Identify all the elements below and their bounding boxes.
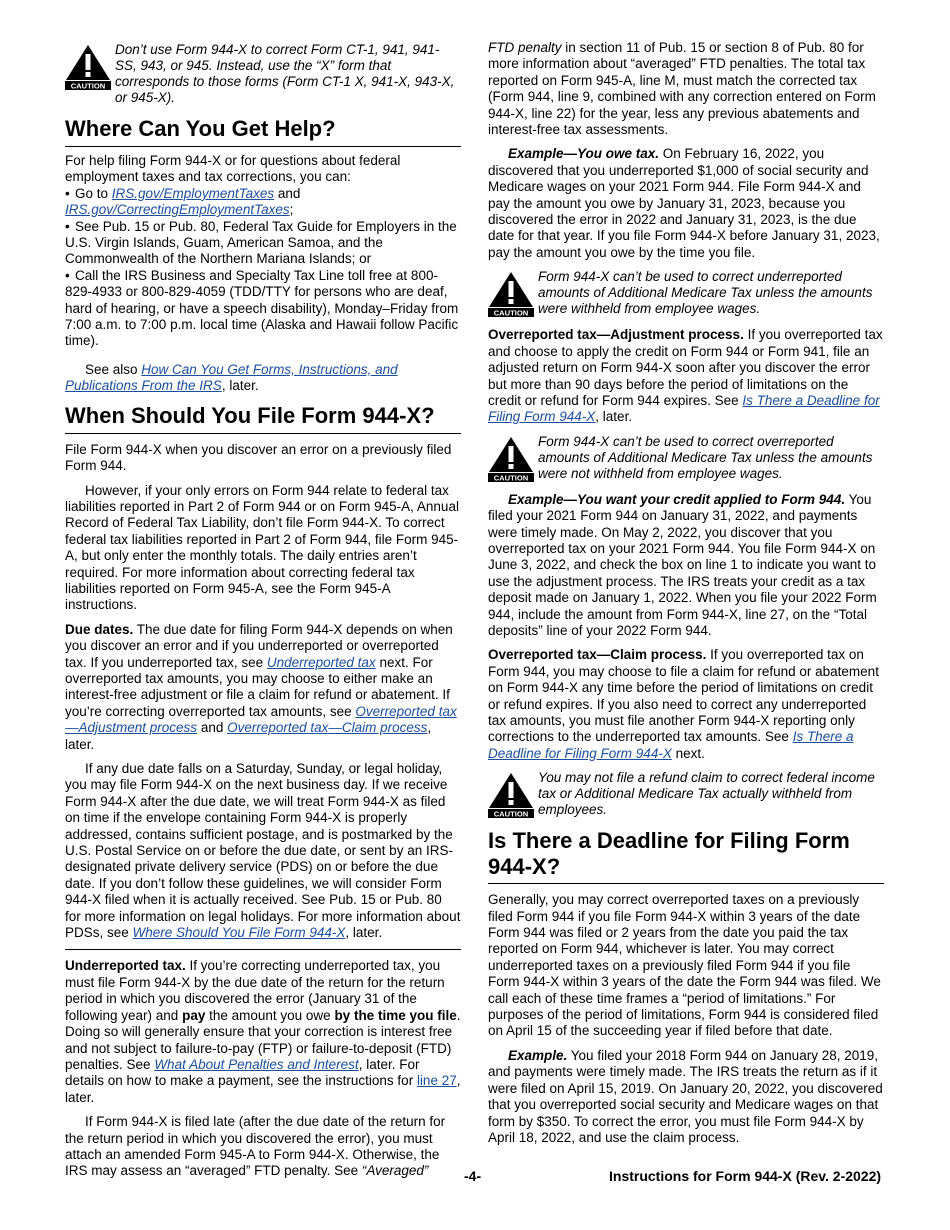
bullet-item: • See Pub. 15 or Pub. 80, Federal Tax Guide for Employers in the U.S. Virgin Islands, Guam, American Samoa, and the Commonwealth of the Northern Mariana Islands; or — [65, 218, 457, 267]
paragraph: Generally, you may correct overreported taxes on a previously filed Form 944 if you file Form 944-X within 3 years of the date Form 944 was filed or 2 years from the date you paid the tax reported on Form 944, whichever is later. You may correct underreported taxes on a previously filed Form 944 if you file Form 944-X within 3 years of the date the Form 944 was filed. We call each of these time frames a “period of limitations.” For purposes of the period of limitations, Form 944 is considered filed on April 15 of the succeeding year if filed before that date. — [488, 892, 881, 1039]
paragraph: Example—You want your credit applied to Form 944. You filed your 2021 Form 944 on January 31, 2022, and payments were timely made. On May 2, 2022, you discover that you overreported tax on your 2021 Form 944. You file Form 944-X on June 3, 2022, and check the box on line 1 to indicate you want to use the adjustment process. The IRS treats your credit as a tax deposit made on January 1, 2022. When you file your 2022 Form 944, include the amount from Form 944-X, line 27, on the “Total deposits” line of your 2022 Form 944. — [488, 491, 877, 638]
caution-note — [488, 434, 884, 482]
link-where-to-file[interactable]: Where Should You File Form 944-X — [132, 925, 346, 941]
svg-text:CAUTION: CAUTION — [493, 809, 529, 819]
link-line-27[interactable]: line 27 — [416, 1073, 457, 1089]
paragraph: Example. You filed your 2018 Form 944 on January 28, 2019, and payments were timely made. The IRS treats the return as if it were filed on April 15, 2019. On January 20, 2022, you discovered that you overreported social security and Medicare wages on that form by $350. To correct the error, you must file Form 944-X by April 18, 2022, and use the claim process. — [488, 1047, 883, 1145]
paragraph: However, if your only errors on Form 944 relate to federal tax liabilities reported in Part 2 of Form 944 or on Form 945-A, Annual Record of Federal Tax Liability, don’t file Form 944-X. To correct federal tax liabilities reported in Part 2 of Form 944, file Form 945-A, but only enter the monthly totals. The daily entries aren’t required. For more information about correcting federal tax liabilities reported on Form 945-A, see the Form 945-A instructions. — [65, 482, 459, 613]
link-get-forms[interactable]: How Can You Get Forms, Instructions, and Publications From the IRS — [65, 361, 398, 394]
link-claim-process[interactable]: Overreported tax—Claim process — [227, 720, 428, 736]
caution-note — [488, 770, 884, 818]
link-underreported-tax[interactable]: Underreported tax — [266, 654, 376, 670]
section-heading-deadline: Is There a Deadline for Filing Form 944-X? — [488, 828, 884, 884]
page-number: -4- — [464, 1168, 482, 1184]
right-column — [488, 40, 884, 1154]
paragraph: For help filing Form 944-X or for questions about federal employment taxes and tax corrections, you can: • Go to IRS.gov/EmploymentTaxes and IRS.gov/CorrectingEmploymentTaxes; • See Pub. 15 or Pub. 80, Federal Tax Guide for Employers in the U.S. Virgin Islands, Guam, American Samoa, and the Commonwealth of the Northern Mariana Islands; or • Call the IRS Business and Specialty Tax Line toll free at 800-829-4933 or 800-829-4059 (TDD/TTY for persons who are deaf, hard of hearing, or have a speech disability), Monday–Friday from 7:00 a.m. to 7:00 p.m. local time (Alaska and Hawaii follow Pacific time). — [65, 153, 459, 349]
caution-text: You may not file a refund claim to correct federal income tax or Additional Medicare Tax actually withheld from employees. — [538, 770, 875, 818]
link-correcting-employment-taxes[interactable]: IRS.gov/CorrectingEmploymentTaxes — [65, 202, 290, 218]
svg-text:CAUTION: CAUTION — [493, 473, 529, 482]
paragraph: Underreported tax. If you’re correcting underreported tax, you must file Form 944-X by the due date of the return for the return period in which you discovered the error (January 31 of the following year) and pay the amount you owe by the time you file. Doing so will generally ensure that your correction is interest free and not subject to failure-to-pay (FTP) or failure-to-deposit (FTD) penalties. See What About Penalties and Interest, later. For details on how to make a payment, see the instructions for line 27, later. — [65, 958, 461, 1105]
link-deadline[interactable]: Is There a Deadline for Filing Form 944-X — [488, 392, 880, 425]
paragraph: Due dates. The due date for filing Form 944-X depends on when you discover an error and if you underreported or overreported tax. If you underreported tax, see Underreported tax next. For overreported tax amounts, you may choose to either make an interest-free adjustment or file a claim for refund or abatement. If you’re correcting overreported tax amounts, see Overreported tax—Adjustment process and Overreported tax—Claim process, later. — [65, 621, 457, 752]
caution-note — [488, 269, 884, 317]
bullet-item: • Call the IRS Business and Specialty Tax Line toll free at 800-829-4933 or 800-829-4059 (TDD/TTY for persons who are deaf, hard of hearing, or have a speech disability), Monday–Friday from 7:00 a.m. to 7:00 p.m. local time (Alaska and Hawaii follow Pacific time). — [65, 267, 459, 349]
caution-icon — [488, 271, 534, 317]
link-penalties-interest[interactable]: What About Penalties and Interest — [154, 1056, 359, 1072]
paragraph: If Form 944-X is filed late (after the due date of the return for the return period in which you discovered the error), you must attach an amended Form 945-A to Form 944-X. Otherwise, the IRS may assess an “averaged” FTD penalty. See “Averaged” — [65, 1114, 446, 1179]
link-employment-taxes[interactable]: IRS.gov/EmploymentTaxes — [111, 185, 275, 201]
bullet-item: • Go to IRS.gov/EmploymentTaxes and IRS.gov/CorrectingEmploymentTaxes; — [65, 185, 301, 218]
svg-text:CAUTION: CAUTION — [493, 308, 529, 318]
svg-text:CAUTION: CAUTION — [70, 81, 106, 90]
section-heading-when: When Should You File Form 944-X? — [65, 403, 461, 434]
paragraph: FTD penalty in section 11 of Pub. 15 or section 8 of Pub. 80 for more information about “averaged” FTD penalties. The total tax reported on Form 945-A, line M, must match the corrected tax (Form 944, line 9, combined with any correction entered on Form 944-X, line 22) for the year, less any previous abatements and interest-free tax assessments. — [488, 40, 876, 138]
divider — [65, 949, 461, 950]
caution-text: Don’t use Form 944-X to correct Form CT-1, 941, 941-SS, 943, or 945. Instead, use the “X” form that corresponds to those forms (Form CT-1 X, 941-X, 943-X, or 945-X). — [115, 42, 455, 105]
caution-note — [65, 42, 461, 106]
footer-title: Instructions for Form 944-X (Rev. 2-2022) — [609, 1168, 882, 1184]
paragraph: Overreported tax—Adjustment process. If you overreported tax and choose to apply the credit on Form 944 or Form 941, file an adjusted return on Form 944-X soon after you discover the error but more than 90 days before the period of limitations on the credit or refund for Form 944 expires. See Is There a Deadline for Filing Form 944-X, later. — [488, 327, 883, 425]
caution-text: Form 944-X can’t be used to correct overreported amounts of Additional Medicare Tax unless the amounts were not withheld from employee wages. — [538, 433, 873, 481]
caution-icon — [488, 772, 534, 818]
caution-text: Form 944-X can’t be used to correct underreported amounts of Additional Medicare Tax unless the amounts were withheld from employee wages. — [538, 269, 873, 317]
paragraph: See also How Can You Get Forms, Instructions, and Publications From the IRS, later. — [65, 361, 398, 394]
link-adjustment-process[interactable]: Overreported tax—Adjustment process — [65, 703, 457, 736]
link-deadline[interactable]: Is There a Deadline for Filing Form 944-X — [488, 729, 854, 761]
paragraph: File Form 944-X when you discover an error on a previously filed Form 944. — [65, 441, 452, 474]
paragraph: If any due date falls on a Saturday, Sunday, or legal holiday, you may file Form 944-X on the next business day. If we receive Form 944-X after the due date, we will treat Form 944-X as filed on time if the envelope containing Form 944-X is properly addressed, contains sufficient postage, and is postmarked by the U.S. Postal Service on or before the due date, or sent by an IRS-designated private delivery service (PDS) on or before the due date. If you don’t follow these guidelines, we will consider Form 944-X filed when it is actually received. See Pub. 15 or Pub. 80 for more information on legal holidays. For more information about PDSs, see Where Should You File Form 944-X, later. — [65, 761, 461, 941]
left-column — [65, 40, 461, 1188]
section-heading-help: Where Can You Get Help? — [65, 116, 461, 147]
caution-icon — [65, 44, 111, 90]
caution-icon — [488, 436, 534, 482]
paragraph: Overreported tax—Claim process. If you overreported tax on Form 944, you may choose to file a claim for refund or abatement on Form 944-X any time before the period of limitations on credit or refund expires. If you also need to correct any underreported tax amounts, you must file another Form 944-X reporting only corrections to the underreported tax amounts. See Is There a Deadline for Filing Form 944-X next. — [488, 647, 879, 761]
paragraph: Example—You owe tax. On February 16, 2022, you discovered that you underreported $1,000 of social security and Medicare wages on your 2021 Form 944. File Form 944-X and pay the amount you owe by January 31, 2023, because you discovered the error in 2022 and January 31, 2023, is the due date for that year. If you file Form 944-X before January 31, 2023, pay the amount you owe by the time you file. — [488, 146, 880, 260]
